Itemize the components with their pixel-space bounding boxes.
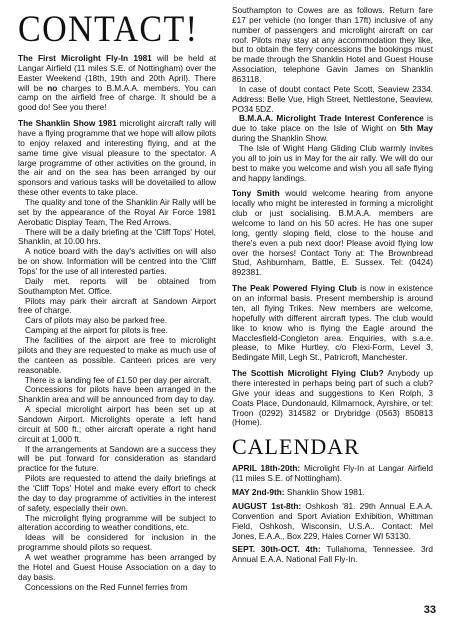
- article-paragraph: [18, 297, 216, 317]
- calendar-item: [232, 464, 433, 484]
- text-run: A notice board with the day's activities on will also be on show. Information will be centred into the 'Cliff Tops' for the use of all interested parties.: [18, 246, 216, 277]
- article-paragraph: [18, 385, 216, 405]
- bold-text-run: no: [47, 82, 58, 93]
- page-number: 33: [423, 604, 436, 616]
- article-paragraph: [232, 144, 433, 183]
- text-run: The microlight flying programme will be subject to alteration according to weather conditions, etc.: [18, 512, 216, 533]
- text-run: Shanklin Show 1981.: [284, 487, 365, 498]
- text-run: The quality and tone of the Shanklin Air Rally will be set by the appearance of the Royal Air Force 1981 Aerobatic Display Team, The Red Arrows.: [18, 197, 216, 227]
- article-paragraph: [18, 228, 216, 248]
- text-run: will be held at Langar Airfield (11 miles S.E. of Nottingham) over the Easter Weekend (18th, 19th and 20th April). There will be: [18, 53, 216, 93]
- article-paragraph: [18, 336, 216, 375]
- text-run: Tullahoma, Tennessee. 3rd Annual E.A.A. National Fall Fly-In.: [232, 544, 433, 565]
- text-run: Oshkosh '81. 29th Annual E.A.A. Convention and Sport Aviation Exhibition, Whittman Field, Oshkosh, Wisconsin, U.S.A.. Contact: Mel Jones, E.A.A., Box 229, Hales Corner WI 53130.: [232, 500, 433, 541]
- article-paragraph: [18, 247, 216, 277]
- bold-text-run: Tony Smith: [232, 188, 280, 199]
- bold-text-run: B.M.A.A. Microlight Trade Interest Conference: [239, 113, 424, 124]
- bold-text-run: The Scottish Microlight Flying Club?: [232, 368, 384, 379]
- article-paragraph: [232, 189, 433, 278]
- text-run: Microlight Fly-In at Langar Airfield (11 miles S.E. of Nottingham).: [232, 463, 433, 484]
- text-run: In case of doubt contact Pete Scott, Seaview 2334. Address: Belle Vue, High Street, Nettlestone, Seaview, PO34 5DZ.: [232, 83, 433, 114]
- bold-text-run: The Peak Powered Flying Club: [232, 283, 357, 294]
- article-paragraph: [232, 369, 433, 428]
- text-run: There will be a daily briefing at the 'Cliff Tops' Hotel, Shanklin, at 10.00 hrs.: [18, 226, 216, 247]
- text-run: The facilities of the airport are free to microlight pilots and they are requested to make as much use of the canteen as possible. Canteen prices are very reasonable.: [18, 335, 216, 375]
- calendar-item: [232, 502, 433, 541]
- calendar-item: [232, 488, 433, 498]
- article-paragraph: [18, 277, 216, 297]
- article-paragraph: [18, 553, 216, 583]
- text-run: If the arrangements at Sandown are a success they will be put forward for consideration as standard practice for the future.: [18, 443, 216, 474]
- text-run: Anybody up there interested in perhaps being part of such a club? Give your ideas and suggestions to Ken Rolph, 3 Coats Place, Dundonauld, Kilmarnock, Ayrshire, or tel: Troon (0292) 314582 or Drybridge (0563) 850813 (Home).: [232, 368, 433, 428]
- text-run: A special microlight airport has been set up at Sandown Airport. Microlights operate a left hand circuit at 500 ft.; other aircraft operate a right hand circuit at 1,000 ft.: [18, 404, 216, 444]
- right-column-body: [232, 0, 433, 428]
- article-paragraph: [18, 533, 216, 553]
- text-run: Southampton to Cowes are as follows. Return fare £17 per vehicle (no longer than 17ft) inclusive of any number of passengers and microlight aircraft on car roof. Pilots may stay at any accommodation they like, but to obtain the ferry concessions the bookings must be made through the Shanklin Hotel and Guest House Association, telephone Gavin James on Shanklin 863118.: [232, 5, 433, 85]
- article-paragraph: [18, 445, 216, 475]
- bold-text-run: APRIL 18th-20th:: [232, 463, 301, 474]
- article-paragraph: [18, 54, 216, 113]
- bold-text-run: AUGUST 1st-8th:: [232, 500, 302, 511]
- bold-text-run: 5th May: [400, 123, 433, 134]
- text-run: during the Shanklin Show.: [232, 133, 328, 144]
- article-paragraph: [18, 198, 216, 228]
- bold-text-run: The First Microlight Fly-In 1981: [18, 53, 152, 63]
- article-paragraph: [18, 514, 216, 534]
- text-run: charges to B.M.A.A. members. You can camp on the airfield free of charge. It should be a good do! See you there!: [18, 82, 216, 113]
- text-run: Ideas will be considered for inclusion in the programme should pilots so request.: [18, 532, 216, 553]
- right-column: [232, 0, 433, 565]
- bold-text-run: SEPT. 30th-OCT. 4th:: [232, 544, 321, 555]
- text-run: microlight aircraft rally will have a flying programme that we hope will allow pilots to enjoy relaxed and interesting flying, and at the same time give visual pleasure to the spectator. A large programme of other activities on the ground, in the air and on the sea has been arranged by our sponsors and various tasks will be dovetailed to allow these other events to take place.: [18, 118, 217, 198]
- calendar-heading: CALENDAR: [232, 434, 360, 460]
- article-paragraph: [232, 85, 433, 115]
- left-column-body: [18, 54, 216, 592]
- text-run: There is a landing fee of £1.50 per day per aircraft.: [25, 374, 212, 385]
- left-column: [18, 0, 216, 592]
- calendar-list: [232, 464, 433, 565]
- bold-text-run: The Shanklin Show 1981: [18, 118, 117, 129]
- page-title: CONTACT!: [18, 9, 199, 50]
- bold-text-run: MAY 2nd-9th:: [232, 487, 285, 498]
- text-run: would welcome hearing from anyone locally who might be interested in forming a microlight club or just socialising. B.M.A.A. members are welcome to land on his 50 acres. He has one super long, gently sloping field, close to the house and there's even a pub next door! Please avoid flying low over the horses! Contact Tony at: The Brownbread Stud, Ashburnham, Battle, E. Sussex. Tel: (0424) 892381.: [232, 188, 434, 278]
- article-paragraph: [18, 474, 216, 513]
- text-run: A wet weather programme has been arranged by the Hotel and Guest House Association on a day to day basis.: [18, 551, 216, 582]
- text-run: Daily met. reports will be obtained from Southampton Met. Office.: [18, 275, 216, 296]
- article-paragraph: [18, 405, 216, 444]
- text-run: Cars of pilots may also be parked free.: [25, 315, 168, 326]
- text-run: Concessions on the Red Funnel ferries from: [25, 581, 188, 592]
- article-paragraph: [18, 583, 216, 593]
- text-run: Camping at the airport for pilots is free.: [25, 325, 168, 336]
- text-run: The Isle of Wight Hang Gliding Club warmly invites you all to join us in May for the air rally. We will do our best to make you welcome and wish you all safe flying and happy landings.: [232, 143, 433, 183]
- article-paragraph: [232, 284, 433, 363]
- text-run: is due to take place on the Isle of Wight on: [232, 113, 433, 134]
- article-paragraph: [18, 119, 216, 198]
- article-paragraph: [232, 114, 433, 144]
- calendar-item: [232, 545, 433, 565]
- text-run: is now in existence on an informal basis. Present membership is around ten, all flying Trikes. New members are welcome, hopefully with different aircraft types. The club would like to know who is flying the Eagle around the Macclesfield-Congleton area. Enquiries, with s.a.e. please, to Mike Hurtley, c/o Flexi-Form, Level 3, Bedingate Mill, Legh St., Patricroft, Manchester.: [232, 283, 433, 363]
- text-run: Pilots are requested to attend the daily briefings at the 'Cliff Tops' Hotel and make every effort to check the day to day programme of activities in the interest of safety, especially their own.: [18, 473, 216, 513]
- text-run: Pilots may park their aircraft at Sandown Airport free of charge.: [18, 295, 216, 316]
- text-run: Concessions for pilots have been arranged in the Shanklin area and will be announced from day to day.: [18, 384, 216, 405]
- article-paragraph: [232, 6, 433, 85]
